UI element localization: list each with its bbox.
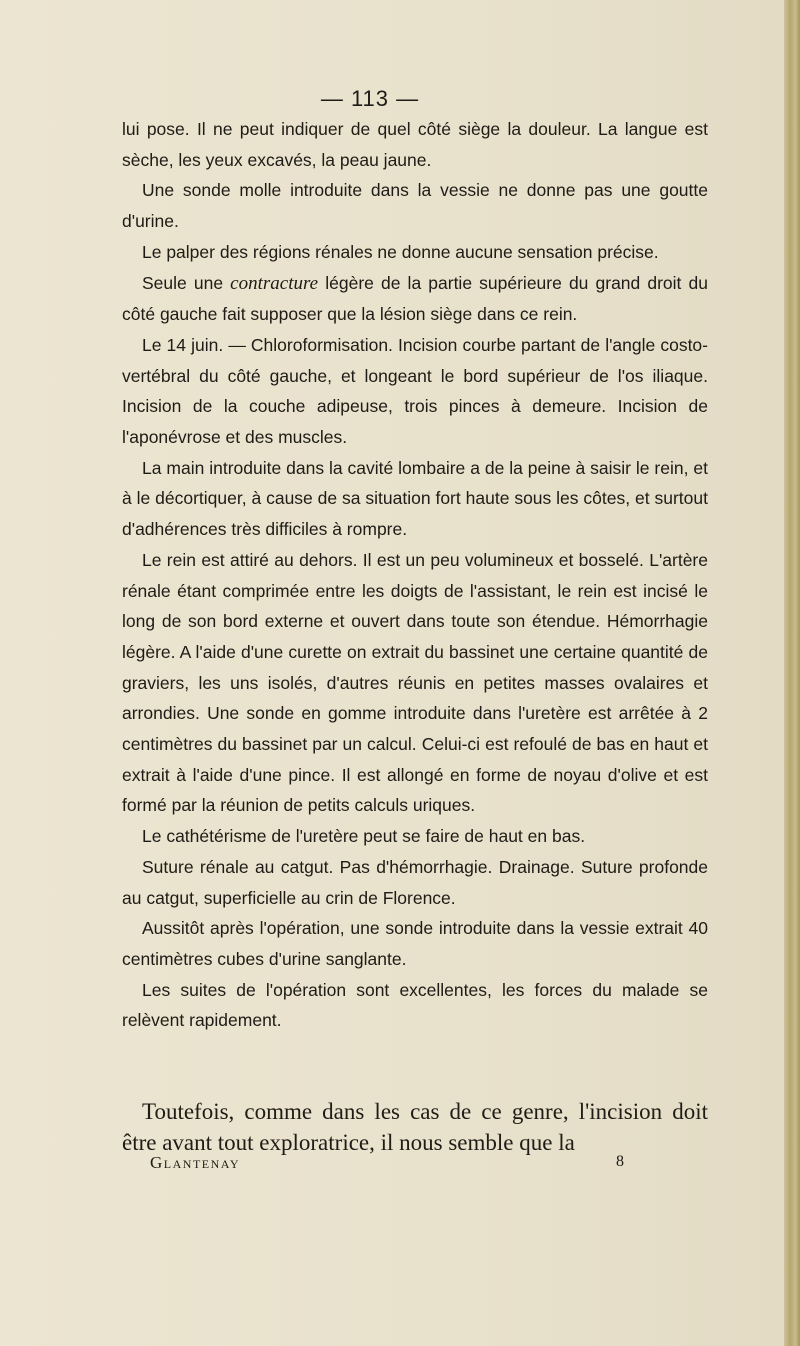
bottom-text [122,1096,708,1158]
bottom-paragraph: Toutefois, comme dans les cas de ce genre, l'incision doit être avant tout exploratrice, il nous semble que la [122,1099,708,1155]
italic-term: contracture [230,272,319,294]
signature-author: Glantenay [150,1153,240,1172]
paragraph-5: Le 14 juin. — Chloroformisation. Incision courbe partant de l'angle costo-vertébral du côté gauche, et longeant le bord supérieur de l'os iliaque. Incision de la couche adipeuse, trois pinces à demeure. Incision de l'aponévrose et des muscles. [122,334,708,448]
body-text [122,114,708,1036]
paragraph-4-rest: légère de la partie supérieure du grand droit du côté gauche fait supposer que la lésion siège dans ce rein. [122,272,708,325]
paragraph-9: Suture rénale au catgut. Pas d'hémorrhagie. Drainage. Suture profonde au catgut, superficielle au crin de Florence. [122,856,708,908]
signature-line [0,1153,800,1177]
paragraph-2: Une sonde molle introduite dans la vessie ne donne pas une goutte d'urine. [122,180,708,232]
paragraph-8: Le cathétérisme de l'uretère peut se faire de haut en bas. [142,826,586,847]
paragraph-1: lui pose. Il ne peut indiquer de quel côté siège la douleur. La langue est sèche, les yeux excavés, la peau jaune. [122,119,708,170]
book-edge [784,0,800,1346]
paragraph-3: Le palper des régions rénales ne donne aucune sensation précise. [142,241,659,262]
paragraph-11: Les suites de l'opération sont excellentes, les forces du malade se relèvent rapidement. [122,979,708,1031]
paragraph-4 [122,268,708,330]
paragraph-7: Le rein est attiré au dehors. Il est un peu volumineux et bosselé. L'artère rénale étant comprimée entre les doigts de l'assistant, le rein est incisé le long de son bord externe et ouvert dans toute son étendue. Hémorrhagie légère. A l'aide d'une curette on extrait du bassinet une certaine quantité de graviers, les uns isolés, d'autres réunis en petites masses ovalaires et arrondies. Une sonde en gomme introduite dans l'uretère est arrêtée à 2 centimètres du bassinet par un calcul. Celui-ci est refoulé de bas en haut et extrait à l'aide d'une pince. Il est allongé en forme de noyau d'olive et est formé par la réunion de petits calculs uriques. [122,549,708,816]
paragraph-10: Aussitôt après l'opération, une sonde introduite dans la vessie extrait 40 centimètres cubes d'urine sanglante. [122,918,708,969]
paragraph-6: La main introduite dans la cavité lombaire a de la peine à saisir le rein, et à le décortiquer, à cause de sa situation fort haute sous les côtes, et surtout d'adhérences très difficiles à rompre. [122,457,708,540]
paragraph-4-prefix: Seule une [142,272,224,293]
signature-number: 8 [616,1153,624,1170]
page-number: — 113 — [320,86,420,111]
